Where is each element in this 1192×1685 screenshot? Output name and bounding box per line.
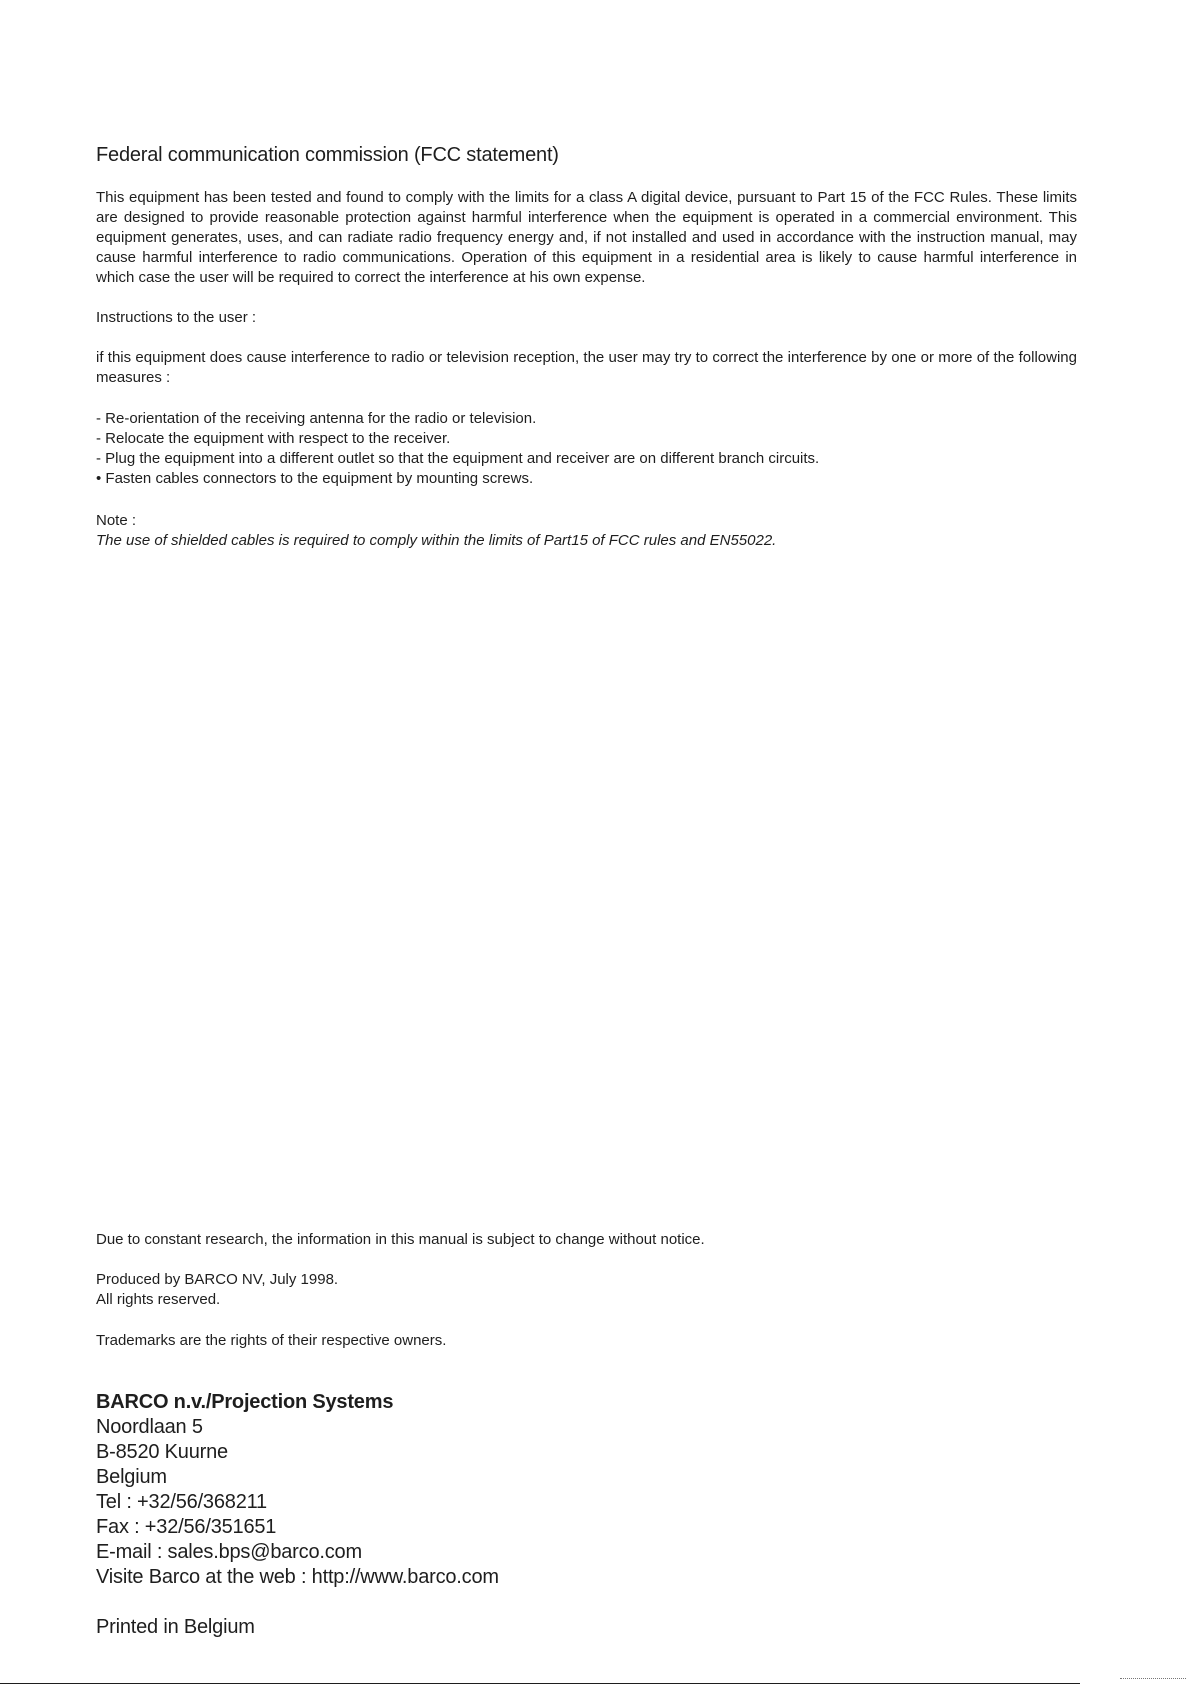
bottom-divider (0, 1683, 1080, 1684)
fcc-statement-body: This equipment has been tested and found to comply with the limits for a class A digital device, pursuant to Part 15 of the FCC Rules. These limits are designed to provide reasonable protection against harmful interference when the equipment is operated in a commercial environment. This equipment generates, uses, and can radiate radio frequency energy and, if not installed and used in accordance with the instruction manual, may cause harmful interference to radio communications. Operation of this equipment in a residential area is likely to cause harmful interference in which case the user will be required to correct the interference at his own expense. (96, 189, 1077, 286)
change-notice: Due to constant research, the information in this manual is subject to change without notice. (96, 1231, 705, 1248)
measure-item: - Relocate the equipment with respect to the receiver. (96, 430, 451, 447)
address-country: Belgium (96, 1466, 167, 1488)
fcc-section-title: Federal communication commission (FCC statement) (96, 144, 559, 166)
produced-by: Produced by BARCO NV, July 1998. (96, 1271, 339, 1288)
rights-reserved: All rights reserved. (96, 1291, 221, 1308)
measure-item: • Fasten cables connectors to the equipment by mounting screws. (96, 470, 534, 487)
instructions-heading: Instructions to the user : (96, 309, 257, 326)
address-website: Visite Barco at the web : http://www.barco.com (96, 1566, 499, 1588)
note-label: Note : (96, 512, 137, 529)
measures-list (96, 409, 1077, 489)
trademarks-notice: Trademarks are the rights of their respective owners. (96, 1332, 447, 1349)
address-city: B-8520 Kuurne (96, 1441, 228, 1463)
address-email: E-mail : sales.bps@barco.com (96, 1541, 362, 1563)
company-name: BARCO n.v./Projection Systems (96, 1391, 394, 1413)
measure-item: - Plug the equipment into a different outlet so that the equipment and receiver are on different branch circuits. (96, 450, 820, 467)
printed-in: Printed in Belgium (96, 1616, 255, 1638)
address-street: Noordlaan 5 (96, 1416, 203, 1438)
address-telephone: Tel : +32/56/368211 (96, 1491, 267, 1513)
crop-mark (1120, 1678, 1186, 1683)
note-text: The use of shielded cables is required to comply within the limits of Part15 of FCC rules and EN55022. (96, 532, 777, 549)
address-fax: Fax : +32/56/351651 (96, 1516, 277, 1538)
measure-item: - Re-orientation of the receiving antenna for the radio or television. (96, 410, 537, 427)
instructions-intro: if this equipment does cause interference to radio or television reception, the user may try to correct the interference by one or more of the following measures : (96, 349, 1077, 386)
